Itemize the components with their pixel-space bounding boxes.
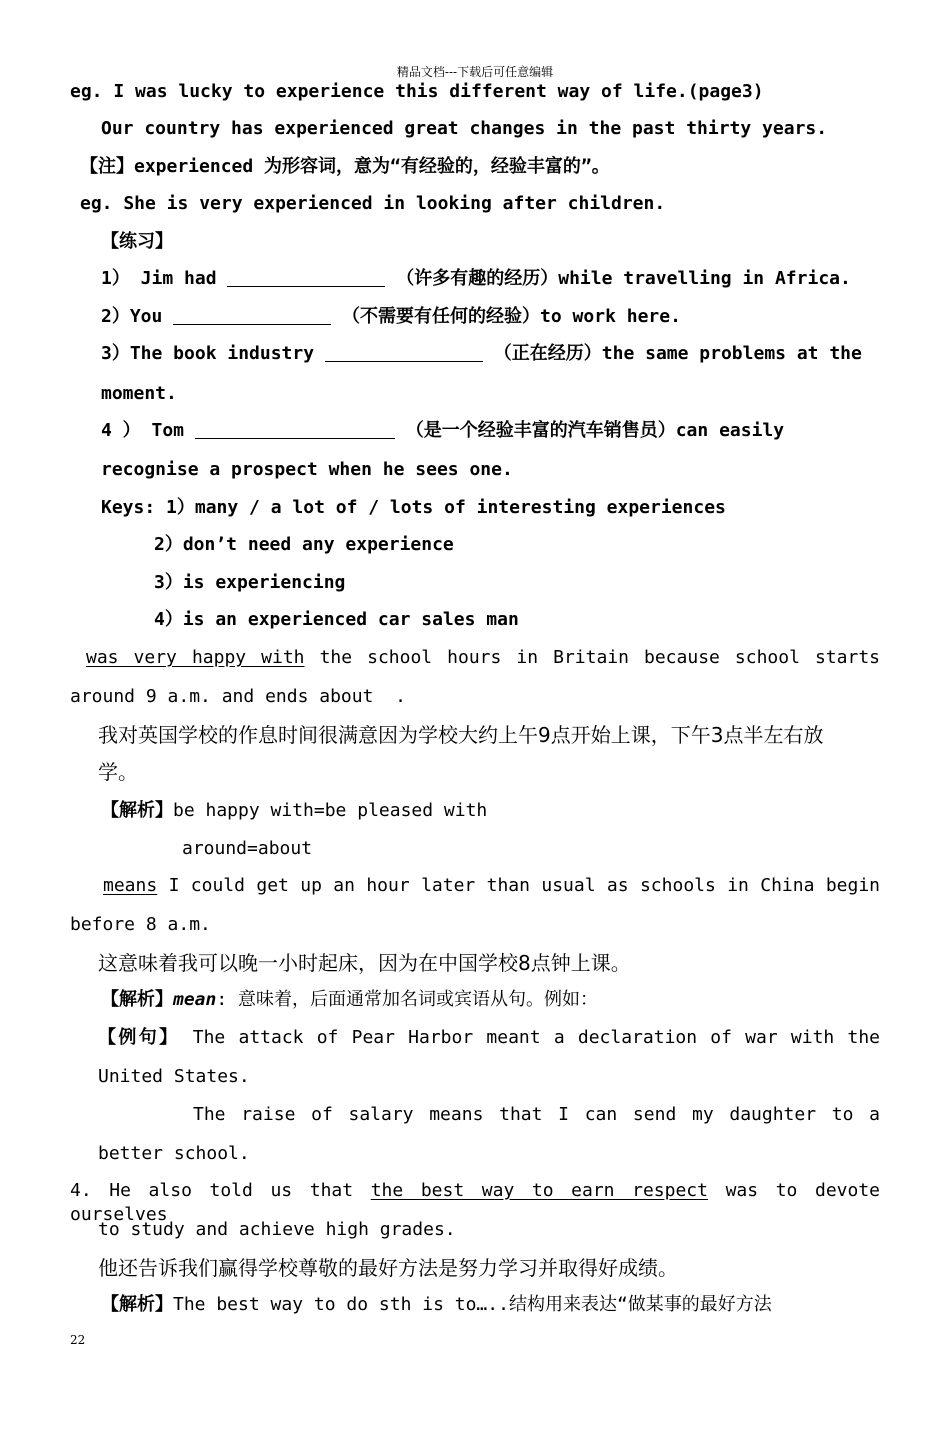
example-2: The raise of salary means that I can send my daughter to a bbox=[193, 1104, 880, 1125]
example-1: The attack of Pear Harbor meant a declaration of war with the bbox=[192, 1027, 880, 1048]
analysis-label: 【解析】 bbox=[101, 989, 173, 1010]
analysis-3-text: The best way to do sth is to…..结构用来表达“做某事的最好方法 bbox=[173, 1294, 772, 1315]
keys-line-4: 4）is an experienced car sales man bbox=[154, 609, 519, 630]
translation-1-cont: 学。 bbox=[98, 760, 138, 784]
keyword-mean: mean bbox=[173, 989, 217, 1010]
sentence-means bbox=[103, 874, 880, 898]
analysis-3 bbox=[101, 1293, 772, 1317]
sentence-prefix: 4. He also told us that bbox=[70, 1180, 354, 1201]
q1-suffix: （许多有趣的经历）while travelling in Africa. bbox=[396, 268, 851, 289]
example-sentence-3: eg. She is very experienced in looking after children. bbox=[80, 193, 666, 214]
sentence-rest: the school hours in Britain because school starts bbox=[319, 647, 880, 668]
example-2-cont: better school. bbox=[98, 1143, 250, 1164]
sentence-happy-with-cont: around 9 a.m. and ends about . bbox=[70, 686, 406, 707]
example-label: 【例句】 bbox=[98, 1027, 180, 1048]
keys-line-3: 3）is experiencing bbox=[154, 572, 346, 593]
analysis-label: 【解析】 bbox=[101, 1294, 173, 1315]
q4-prefix: 4 ） Tom bbox=[101, 420, 185, 441]
example-1-cont: United States. bbox=[98, 1066, 250, 1087]
sentence-happy-with bbox=[86, 646, 880, 670]
q4-suffix: （是一个经验丰富的汽车销售员）can easily bbox=[405, 420, 785, 441]
underlined-phrase: was very happy with bbox=[86, 647, 305, 668]
practice-question-1 bbox=[101, 267, 851, 291]
answer-blank-3[interactable] bbox=[325, 343, 483, 362]
q2-prefix: 2）You bbox=[101, 306, 163, 327]
translation-2: 这意味着我可以晚一小时起床，因为在中国学校8点钟上课。 bbox=[98, 951, 631, 975]
answer-blank-1[interactable] bbox=[227, 268, 385, 287]
practice-question-4-cont: recognise a prospect when he sees one. bbox=[101, 459, 513, 480]
q1-prefix: 1） Jim had bbox=[101, 268, 217, 289]
analysis-1-text: be happy with=be pleased with bbox=[173, 800, 488, 821]
sentence-rest: I could get up an hour later than usual as schools in China begin bbox=[168, 875, 880, 896]
answer-blank-4[interactable] bbox=[195, 420, 395, 439]
page-header: 精品文档---下载后可任意编辑 bbox=[396, 65, 554, 79]
q3-suffix: （正在经历）the same problems at the bbox=[493, 343, 862, 364]
analysis-2 bbox=[101, 988, 598, 1012]
keys-line-1: Keys: 1）many / a lot of / lots of interesting experiences bbox=[101, 497, 726, 518]
underlined-word: means bbox=[103, 875, 158, 896]
page-number: 22 bbox=[70, 1333, 86, 1347]
q2-suffix: （不需要有任何的经验）to work here. bbox=[342, 306, 681, 327]
practice-question-2 bbox=[101, 305, 681, 329]
analysis-1b: around=about bbox=[182, 838, 313, 859]
underlined-phrase: the best way to earn respect bbox=[370, 1180, 708, 1201]
analysis-label: 【解析】 bbox=[101, 800, 173, 821]
sentence-best-way-cont: to study and achieve high grades. bbox=[98, 1219, 456, 1240]
practice-title: 【练习】 bbox=[101, 231, 173, 252]
translation-1: 我对英国学校的作息时间很满意因为学校大约上午9点开始上课，下午3点半左右放 bbox=[98, 723, 824, 747]
answer-blank-2[interactable] bbox=[173, 306, 331, 325]
practice-question-4 bbox=[101, 419, 784, 443]
sentence-rest: was to devote ourselves bbox=[70, 1180, 881, 1225]
translation-3: 他还告诉我们赢得学校尊敬的最好方法是努力学习并取得好成绩。 bbox=[98, 1256, 678, 1280]
q3-prefix: 3）The book industry bbox=[101, 343, 315, 364]
note-line: 【注】experienced 为形容词，意为“有经验的，经验丰富的”。 bbox=[80, 156, 610, 177]
analysis-2-text: : 意味着，后面通常加名词或宾语从句。例如： bbox=[216, 989, 599, 1010]
practice-question-3-cont: moment. bbox=[101, 383, 177, 404]
sentence-means-cont: before 8 a.m. bbox=[70, 914, 211, 935]
analysis-1 bbox=[101, 799, 487, 823]
practice-question-3 bbox=[101, 342, 862, 366]
example-sentence-2: Our country has experienced great changes in the past thirty years. bbox=[101, 118, 828, 139]
keys-line-2: 2）don’t need any experience bbox=[154, 534, 454, 555]
example-label-line bbox=[98, 1026, 880, 1050]
example-sentence-1: eg. I was lucky to experience this different way of life.(page3) bbox=[70, 81, 764, 102]
